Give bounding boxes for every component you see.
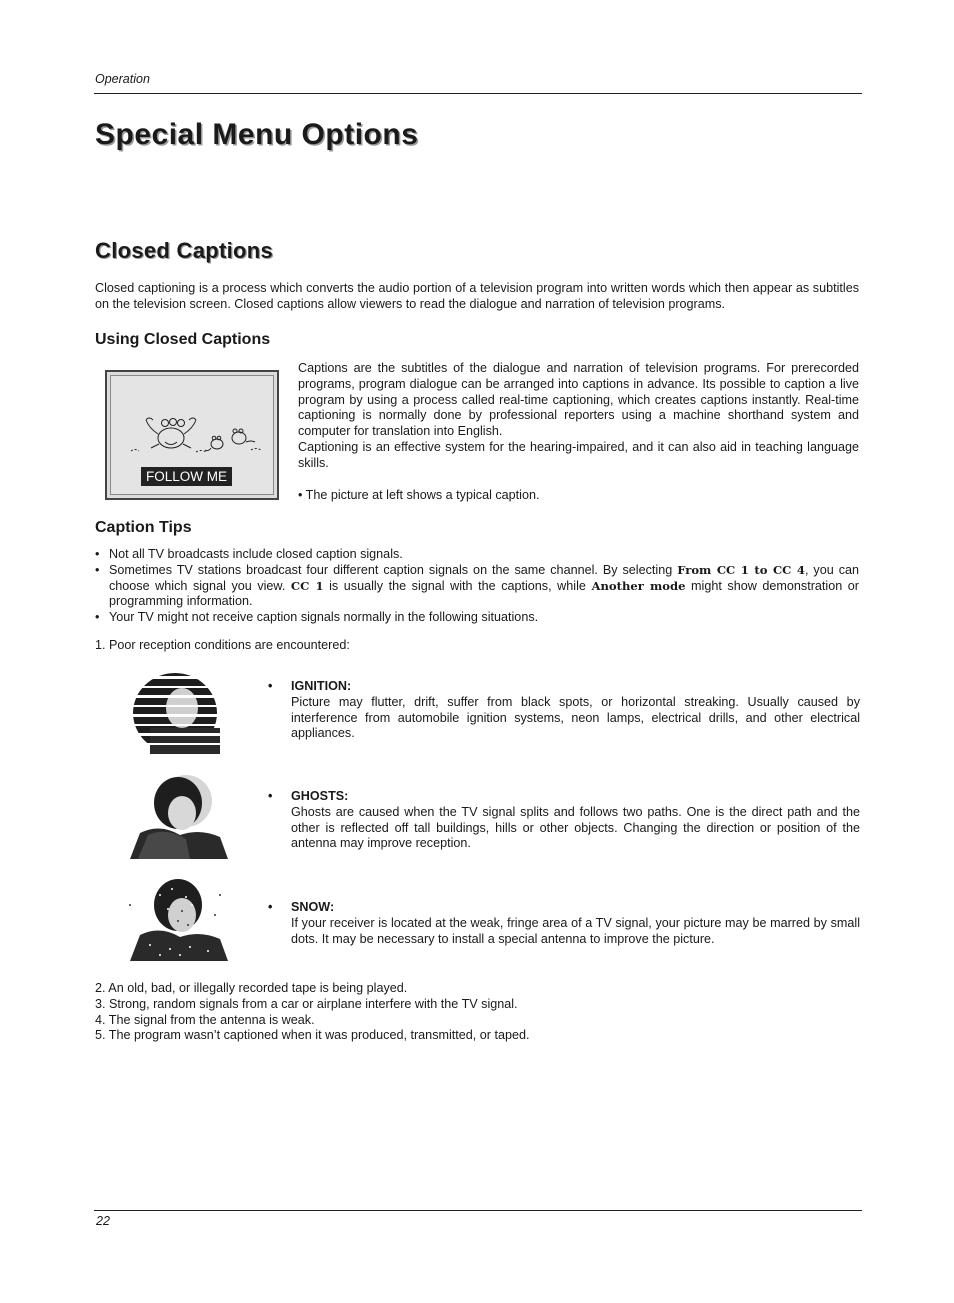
- snow-interference-photo: [120, 875, 232, 961]
- list-item: 3. Strong, random signals from a car or airplane interfere with the TV signal.: [95, 996, 518, 1011]
- problem-text: Ghosts are caused when the TV signal splits and follows two paths. One is the direct path and the other is reflected off tall buildings, hills or other objects. Changing the direction or position of the antenna may improve reception.: [291, 804, 860, 851]
- cc1-label: CC 1: [290, 578, 324, 593]
- another-mode-label: Another mode: [591, 578, 686, 593]
- page-number: 22: [96, 1214, 110, 1228]
- ghosts-interference-photo: [120, 773, 232, 859]
- using-note: • The picture at left shows a typical caption.: [298, 487, 540, 502]
- problem-ignition: [268, 679, 860, 742]
- caption-tips-list: [95, 547, 859, 626]
- list-item: 2. An old, bad, or illegally recorded tape is being played.: [95, 981, 408, 995]
- footer-rule: [94, 1210, 862, 1211]
- list-item: • Not all TV broadcasts include closed caption signals.: [95, 547, 859, 563]
- list-item: 5. The program wasn’t captioned when it was produced, transmitted, or taped.: [95, 1028, 530, 1043]
- problem-text: If your receiver is located at the weak, fringe area of a TV signal, your picture may be marred by small dots. It may be necessary to install a special antenna to improve the picture.: [291, 915, 860, 946]
- problem-ghosts: [268, 789, 860, 852]
- tv-caption-illustration: [105, 370, 279, 500]
- caption-text-sample: FOLLOW ME: [141, 467, 232, 486]
- list-item: • Sometimes TV stations broadcast four different caption signals on the same channel. By selecting From CC 1 to CC 4, you can choose which signal you view. CC 1 is usually the signal with the captions, while Another mode might show demonstration or programming information.: [95, 563, 859, 610]
- section-label: Operation: [95, 72, 150, 86]
- problem-title: • SNOW:: [268, 900, 860, 916]
- situation-1: 1. Poor reception conditions are encountered:: [95, 638, 350, 652]
- caption-tips-heading: Caption Tips: [95, 519, 192, 536]
- page-title: Special Menu Options: [95, 118, 419, 151]
- using-paragraph-1: Captions are the subtitles of the dialogue and narration of television programs. For prerecorded programs, program dialogue can be arranged into captions in advance. Its possible to caption a live program by using a process called real-time captioning, which creates captions instantly. Real-time captioning is normally done by professional reporters using a machine shorthand system and computer for translation into English.: [298, 361, 859, 439]
- problem-snow: [268, 900, 860, 947]
- mode-range-label: From CC 1 to CC 4: [677, 562, 805, 577]
- closed-captions-heading: Closed Captions: [95, 238, 274, 263]
- closed-captions-intro: Closed captioning is a process which converts the audio portion of a television program into written words which then appear as subtitles on the television screen. Closed captions allow viewers to read the dialogue and narration of television programs.: [95, 281, 859, 311]
- situations-list: [95, 981, 530, 1044]
- using-closed-captions-heading: Using Closed Captions: [95, 331, 271, 348]
- list-item: 4. The signal from the antenna is weak.: [95, 1012, 315, 1027]
- using-description: [298, 361, 859, 503]
- ignition-interference-photo: [120, 668, 232, 754]
- header-rule: [94, 93, 862, 94]
- problem-title: • GHOSTS:: [268, 789, 860, 805]
- problem-title: • IGNITION:: [268, 679, 860, 695]
- list-item: • Your TV might not receive caption signals normally in the following situations.: [95, 610, 859, 626]
- problem-text: Picture may flutter, drift, suffer from black spots, or horizontal streaking. Usually caused by interference from automobile ignition systems, neon lamps, electrical drills, and other electrical appliances.: [291, 694, 860, 741]
- using-paragraph-2: Captioning is an effective system for the hearing-impaired, and it can also aid in teaching language skills.: [298, 439, 859, 470]
